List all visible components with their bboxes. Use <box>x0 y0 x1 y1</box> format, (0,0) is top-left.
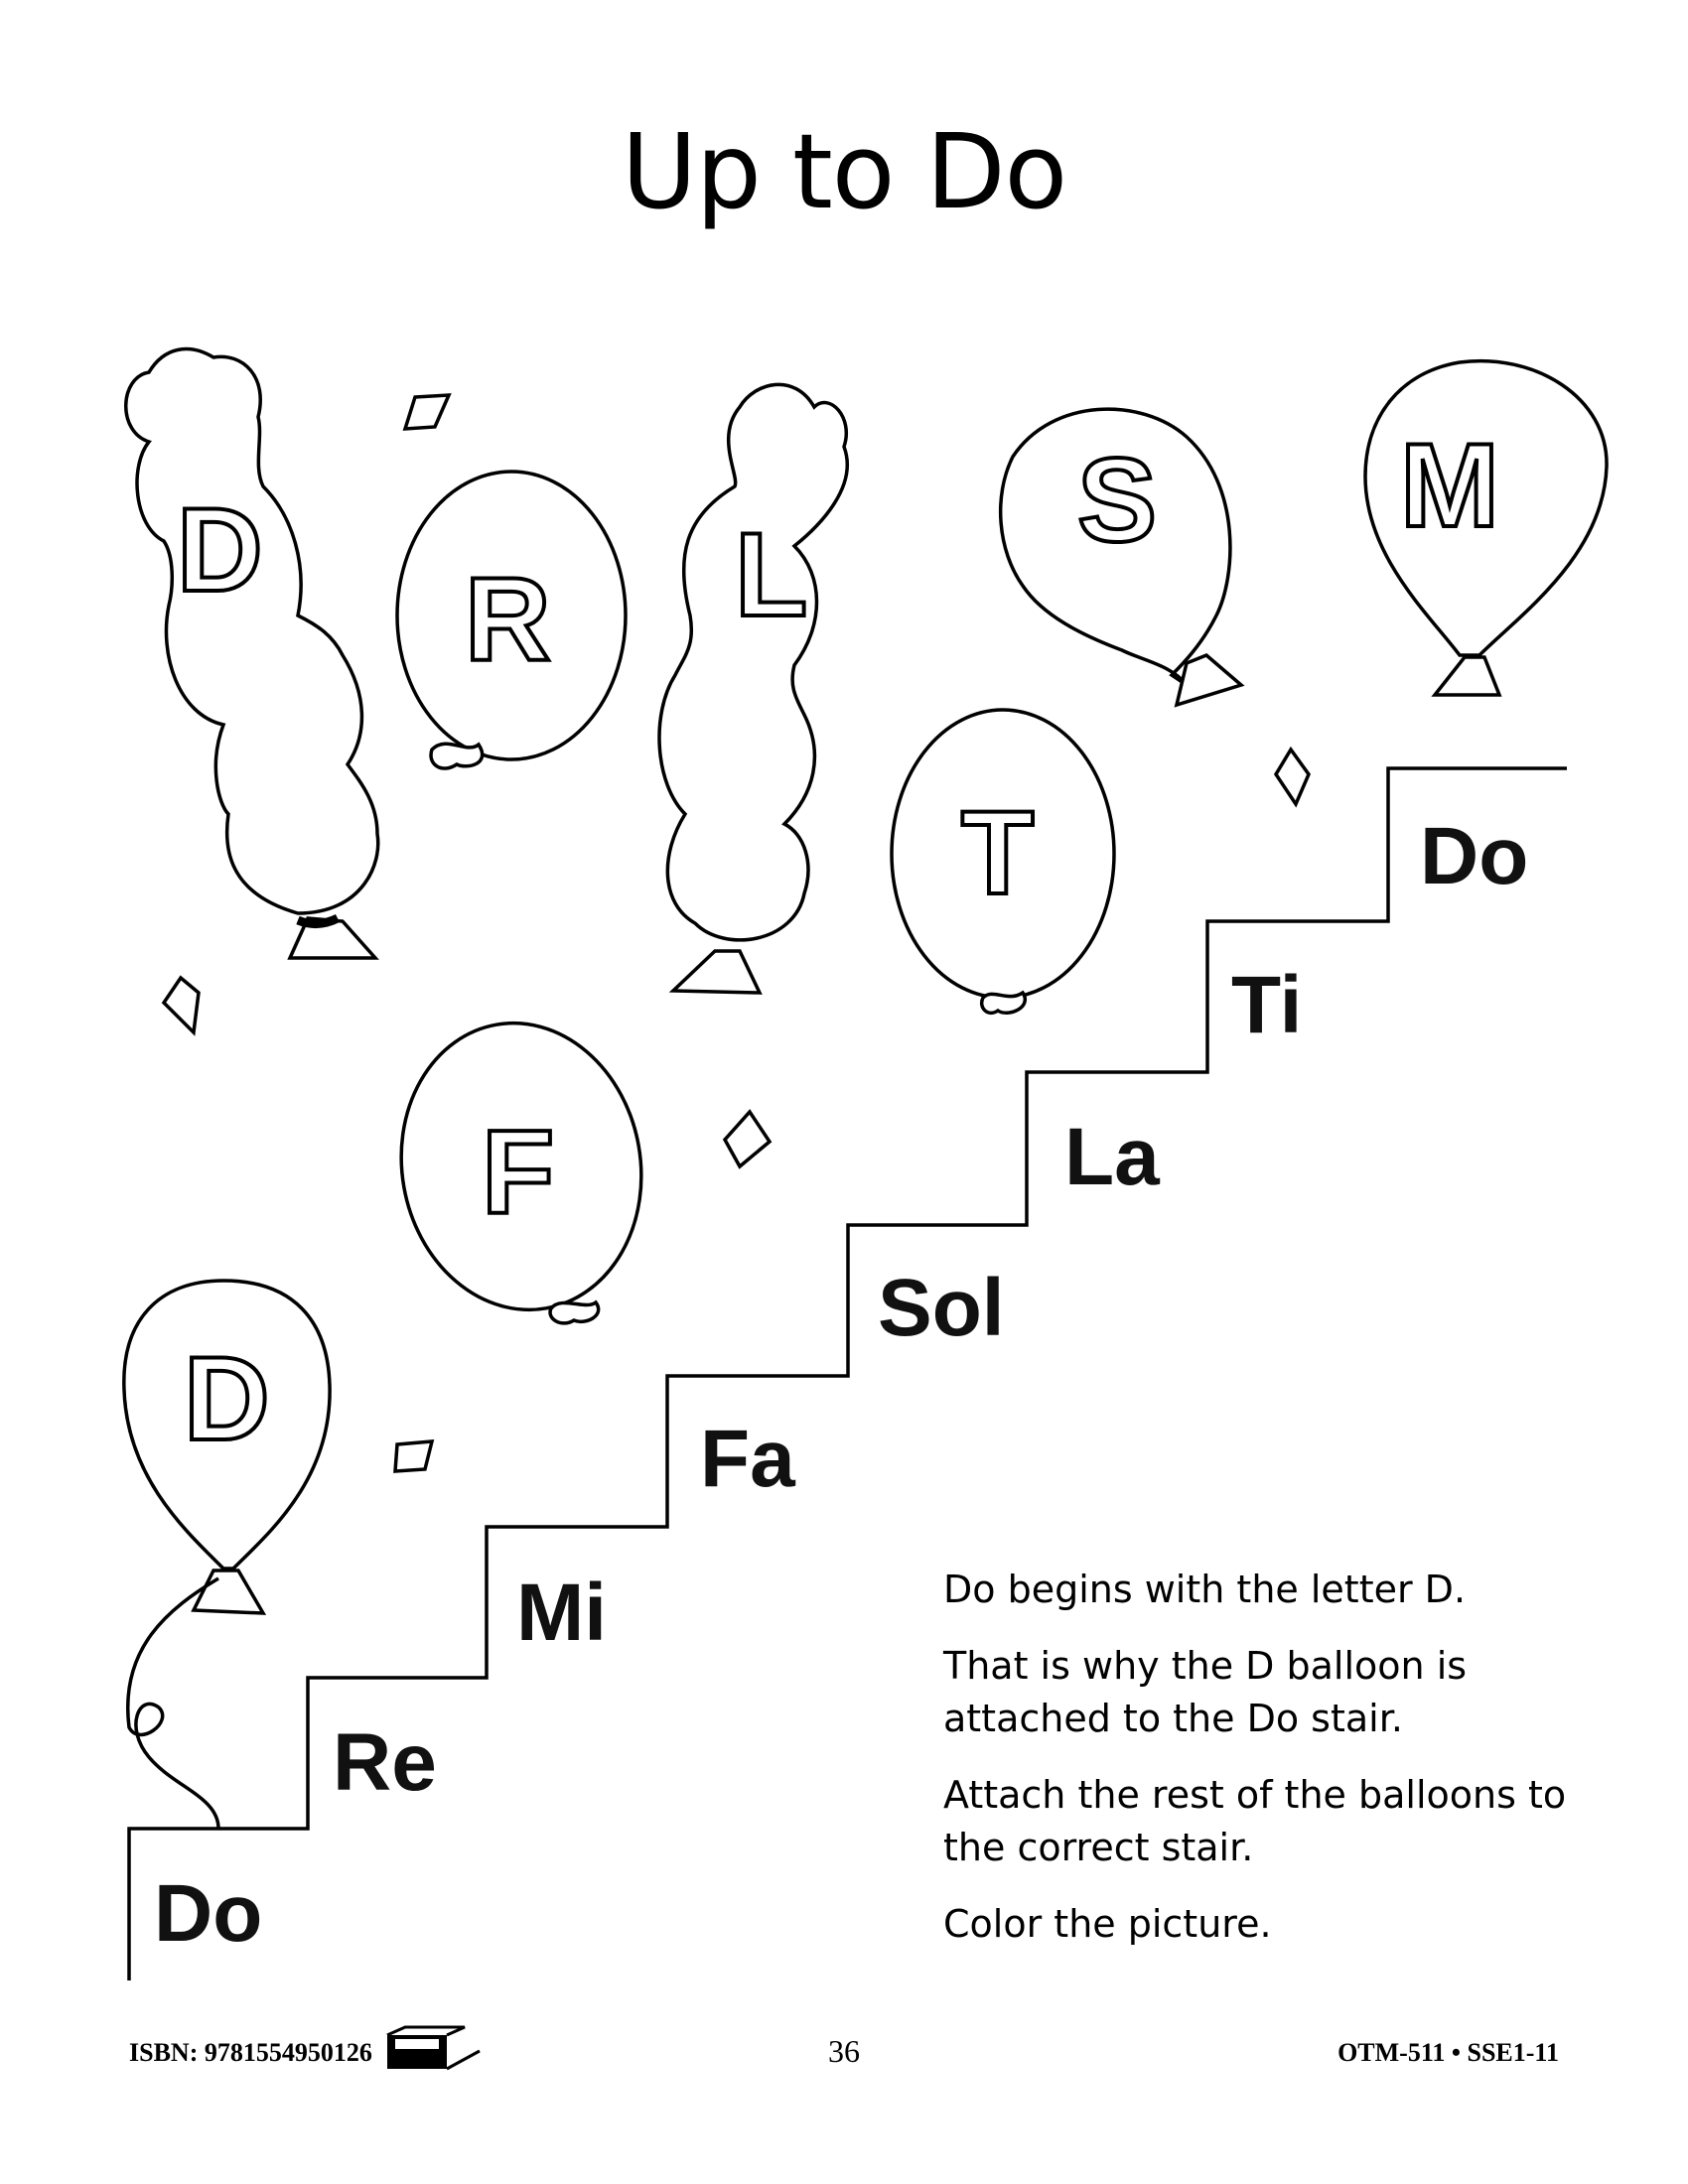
stair-label-ti: Ti <box>1231 960 1303 1050</box>
balloon-string <box>128 1578 218 1829</box>
stair-label-do: Do <box>154 1868 263 1959</box>
confetti <box>395 1441 432 1471</box>
stair-label-fa: Fa <box>700 1414 795 1504</box>
balloon-letter-f: F <box>482 1106 555 1239</box>
footer-product-code: OTM-511 • SSE1-11 <box>1337 2038 1559 2067</box>
stair-label-sol: Sol <box>878 1263 1005 1353</box>
balloon-letter-d-2: D <box>184 1332 270 1465</box>
instruction-1: Do begins with the letter D. <box>943 1568 1467 1611</box>
balloon-wavy-2 <box>659 384 847 940</box>
stair-label-re: Re <box>333 1717 437 1808</box>
balloon-letter-d: D <box>177 483 263 616</box>
stair-label-la: La <box>1064 1112 1160 1202</box>
balloon-wavy-1 <box>126 349 378 913</box>
confetti <box>725 1112 770 1166</box>
balloon-letter-s: S <box>1077 434 1158 567</box>
instruction-4: Color the picture. <box>943 1902 1272 1946</box>
page-title: Up to Do <box>621 111 1067 232</box>
instruction-3: Attach the rest of the balloons to the correct stair. <box>943 1773 1567 1869</box>
instruction-2: That is why the D balloon is attached to the Do stair. <box>943 1644 1468 1740</box>
balloon-letter-t: T <box>961 786 1035 919</box>
confetti <box>1276 750 1309 804</box>
instructions <box>943 1564 1599 1975</box>
page-number: 36 <box>828 2033 860 2069</box>
stair-label-mi: Mi <box>516 1568 608 1658</box>
balloon-letter-l: L <box>735 508 808 641</box>
balloon-letter-r: R <box>465 553 551 686</box>
confetti <box>405 395 449 429</box>
balloon-letter-m: M <box>1400 419 1499 552</box>
footer-isbn: ISBN: 9781554950126 <box>129 2038 372 2067</box>
confetti <box>164 978 199 1032</box>
stair-label-do-top: Do <box>1420 811 1529 901</box>
